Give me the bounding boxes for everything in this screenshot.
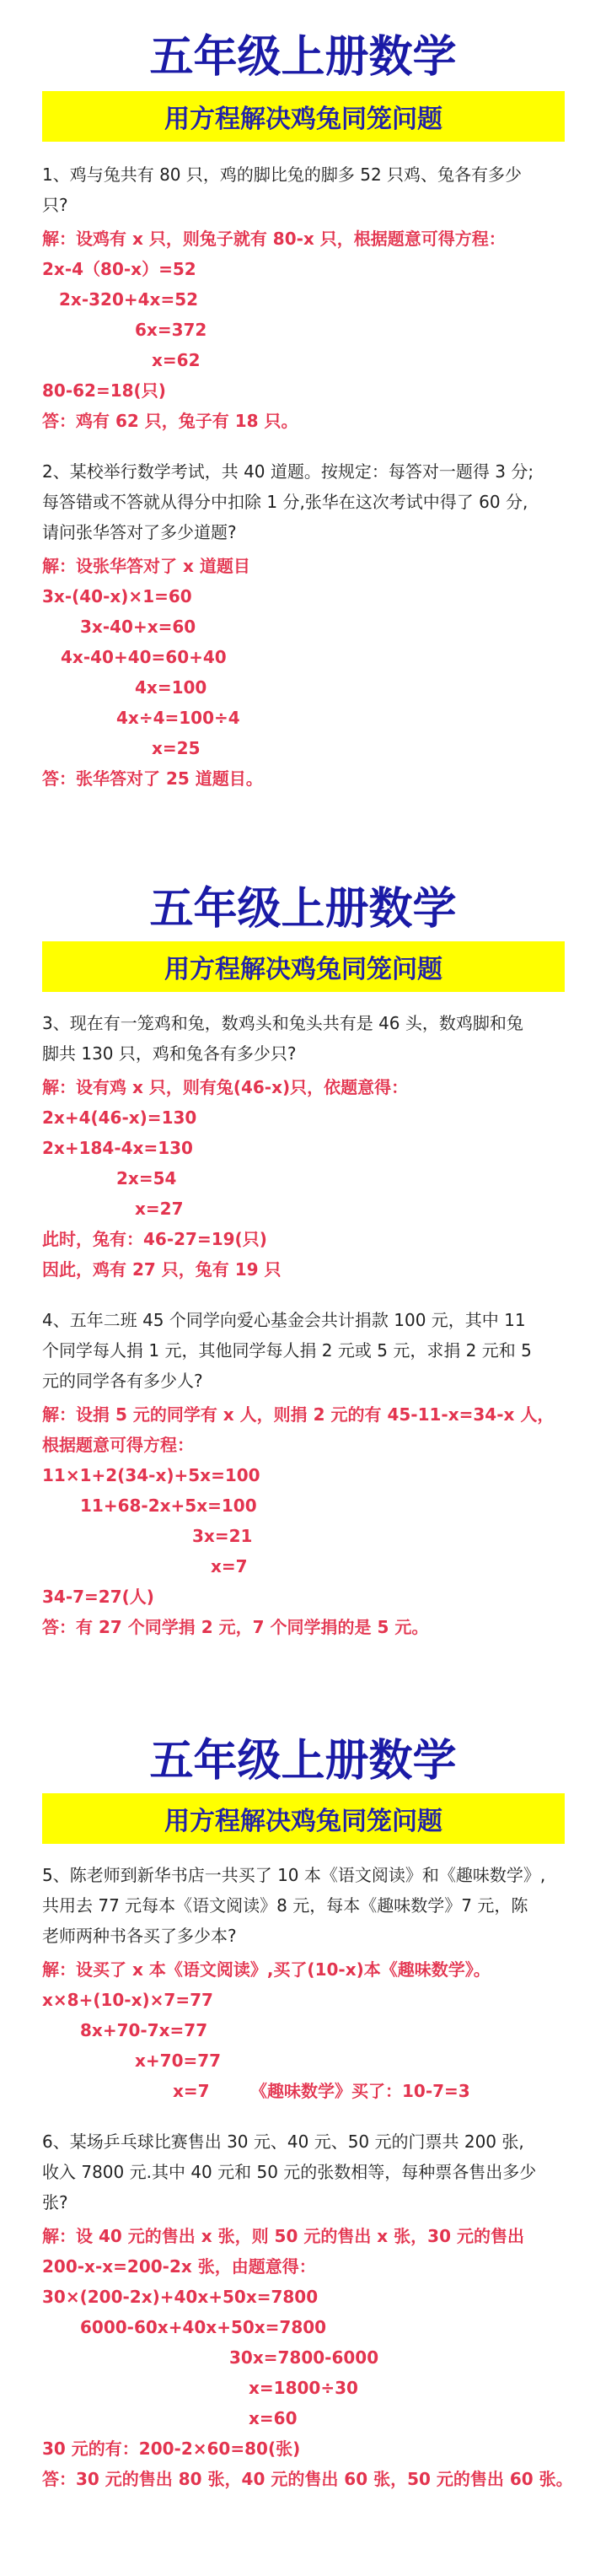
answer-line: 答：30 元的售出 80 张，40 元的售出 60 张，50 元的售出 60 张。 xyxy=(42,2469,573,2489)
solution-line: 解：设捐 5 元的同学有 x 人，则捐 2 元的有 45-11-x=34-x 人， xyxy=(42,1404,555,1425)
solution-line: x+70=77 xyxy=(135,2051,222,2071)
solution-line: 30×(200-2x)+40x+50x=7800 xyxy=(42,2287,319,2307)
solution-line: 200-x-x=200-2x 张，由题意得： xyxy=(42,2256,316,2277)
solution-line: 解：设鸡有 x 只，则兔子就有 80-x 只，根据题意可得方程： xyxy=(42,229,506,249)
solution-line: 2x-4（80-x）=52 xyxy=(42,259,196,279)
solution-line: x=25 xyxy=(152,738,201,758)
page-title: 五年级上册数学 xyxy=(149,1735,457,1786)
question-line: 每答错或不答就从得分中扣除 1 分,张华在这次考试中得了 60 分, xyxy=(42,492,528,512)
solution-line: 3x-(40-x)×1=60 xyxy=(42,586,192,606)
page-title: 五年级上册数学 xyxy=(149,883,457,935)
solution-line: 34-7=27(人) xyxy=(42,1587,154,1607)
question-line: 个同学每人捐 1 元，其他同学每人捐 2 元或 5 元，求捐 2 元和 5 xyxy=(42,1340,532,1361)
solution-line: 2x=54 xyxy=(116,1168,177,1188)
solution-line: x×8+(10-x)×7=77 xyxy=(42,1990,213,2010)
subtitle: 用方程解决鸡兔同笼问题 xyxy=(164,1807,442,1836)
question-line: 4、五年二班 45 个同学向爱心基金会共计捐款 100 元，其中 11 xyxy=(42,1310,526,1330)
solution-line: 4x=100 xyxy=(135,677,207,698)
solution-line: x=7 xyxy=(173,2081,210,2101)
question-line: 元的同学各有多少人? xyxy=(42,1371,203,1391)
solution-line: 80-62=18(只) xyxy=(42,380,166,401)
solution-line: 6x=372 xyxy=(135,320,207,340)
solution-line: 3x=21 xyxy=(192,1526,253,1546)
answer-line: 答：张华答对了 25 道题目。 xyxy=(42,768,263,789)
question-line: 收入 7800 元.其中 40 元和 50 元的张数相等，每种票各售出多少 xyxy=(42,2162,537,2182)
solution-line: 解：设 40 元的售出 x 张，则 50 元的售出 x 张，30 元的售出 xyxy=(42,2226,524,2246)
solution-line: 《趣味数学》买了：10-7=3 xyxy=(250,2081,470,2101)
solution-line: 6000-60x+40x+50x=7800 xyxy=(80,2317,327,2337)
solution-line: 2x+4(46-x)=130 xyxy=(42,1107,197,1128)
page-title: 五年级上册数学 xyxy=(149,31,457,83)
solution-line: x=62 xyxy=(152,350,201,370)
solution-line: x=27 xyxy=(135,1199,184,1219)
question-line: 张? xyxy=(42,2192,68,2212)
solution-line: 解：设张华答对了 x 道题目 xyxy=(42,556,250,576)
solution-line: x=1800÷30 xyxy=(249,2378,358,2398)
solution-line: x=7 xyxy=(211,1556,248,1576)
subtitle: 用方程解决鸡兔同笼问题 xyxy=(164,105,442,134)
question-line: 老师两种书各买了多少本? xyxy=(42,1926,237,1946)
solution-line: 解：设有鸡 x 只，则有兔(46-x)只，依题意得： xyxy=(42,1077,409,1097)
subtitle-banner xyxy=(42,1793,565,1844)
solution-line: x=60 xyxy=(249,2408,298,2428)
solution-line: 此时，兔有：46-27=19(只) xyxy=(42,1229,267,1249)
subtitle-banner xyxy=(42,91,565,142)
answer-line: 因此，鸡有 27 只，兔有 19 只 xyxy=(42,1259,282,1280)
solution-line: 8x+70-7x=77 xyxy=(80,2020,208,2040)
solution-line: 11×1+2(34-x)+5x=100 xyxy=(42,1465,260,1485)
solution-line: 2x+184-4x=130 xyxy=(42,1138,193,1158)
answer-line: 答：鸡有 62 只，兔子有 18 只。 xyxy=(42,411,298,431)
solution-line: 4x÷4=100÷4 xyxy=(116,708,240,728)
question-line: 脚共 130 只，鸡和兔各有多少只? xyxy=(42,1043,297,1064)
solution-line: 11+68-2x+5x=100 xyxy=(80,1495,257,1516)
solution-line: 30 元的有：200-2×60=80(张) xyxy=(42,2439,301,2459)
solution-line: 2x-320+4x=52 xyxy=(59,289,199,310)
question-line: 2、某校举行数学考试，共 40 道题。按规定：每答对一题得 3 分; xyxy=(42,461,534,482)
subtitle: 用方程解决鸡兔同笼问题 xyxy=(164,955,442,984)
question-line: 6、某场乒乓球比赛售出 30 元、40 元、50 元的门票共 200 张, xyxy=(42,2131,524,2152)
solution-line: 4x-40+40=60+40 xyxy=(61,647,227,667)
question-line: 请问张华答对了多少道题? xyxy=(42,522,237,542)
question-line: 共用去 77 元每本《语文阅读》8 元，每本《趣味数学》7 元，陈 xyxy=(42,1895,528,1916)
question-line: 1、鸡与兔共有 80 只，鸡的脚比兔的脚多 52 只鸡、兔各有多少 xyxy=(42,164,523,185)
solution-line: 3x-40+x=60 xyxy=(80,617,196,637)
answer-line: 答：有 27 个同学捐 2 元，7 个同学捐的是 5 元。 xyxy=(42,1617,429,1637)
question-line: 5、陈老师到新华书店一共买了 10 本《语文阅读》和《趣味数学》, xyxy=(42,1865,546,1885)
solution-line: 解：设买了 x 本《语文阅读》,买了(10-x)本《趣味数学》。 xyxy=(42,1959,491,1980)
subtitle-banner xyxy=(42,941,565,992)
question-line: 只? xyxy=(42,195,68,215)
solution-line: 根据题意可得方程： xyxy=(42,1435,194,1455)
solution-line: 30x=7800-6000 xyxy=(229,2347,379,2368)
question-line: 3、现在有一笼鸡和兔，数鸡头和兔头共有是 46 头，数鸡脚和兔 xyxy=(42,1013,523,1033)
